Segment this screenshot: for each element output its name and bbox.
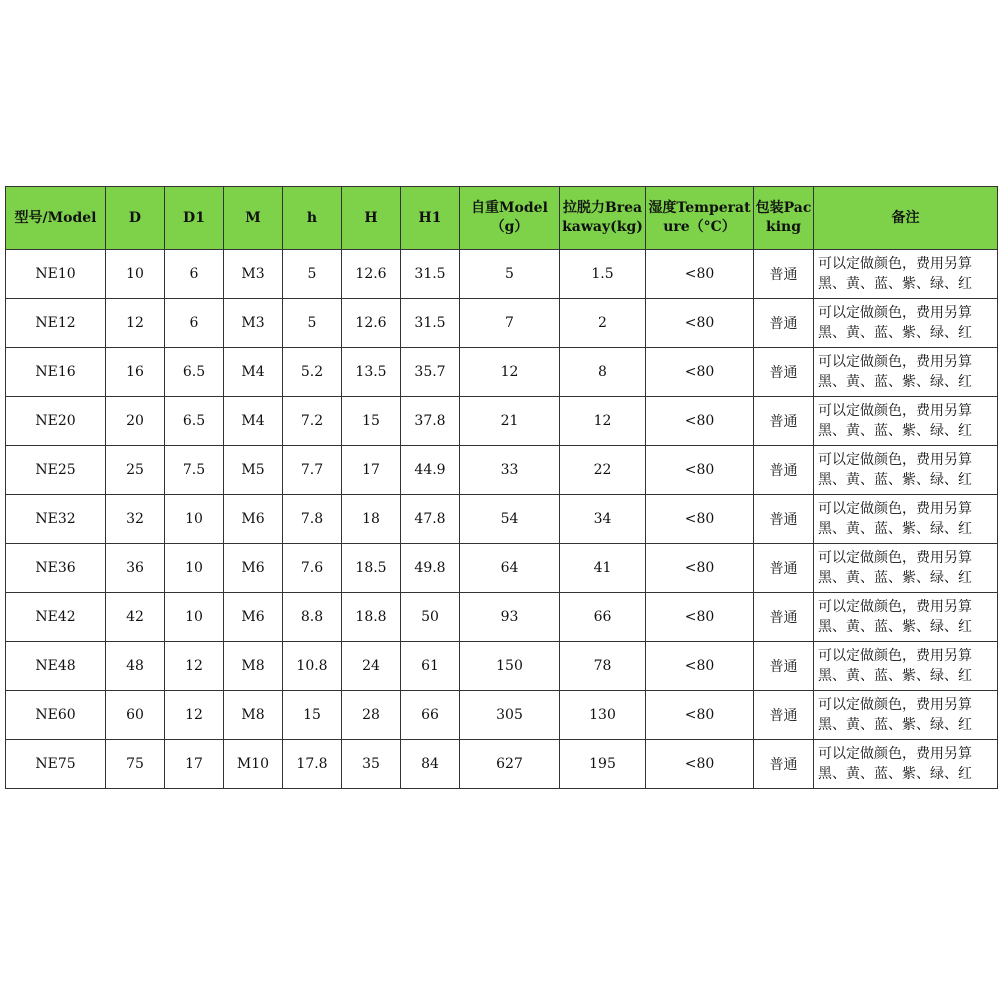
cell-d1: 17 — [165, 740, 224, 789]
cell-h1: 66 — [401, 691, 460, 740]
cell-packing: 普通 — [754, 691, 814, 740]
cell-h: 13.5 — [342, 348, 401, 397]
cell-remark — [814, 348, 998, 397]
cell-temperature: <80 — [646, 593, 754, 642]
cell-d: 25 — [106, 446, 165, 495]
cell-h: 18.5 — [342, 544, 401, 593]
cell-m: M10 — [224, 740, 283, 789]
cell-d1: 6.5 — [165, 348, 224, 397]
remark-line-custom-color: 可以定做颜色，费用另算 — [818, 501, 972, 517]
cell-breakaway: 41 — [560, 544, 646, 593]
cell-packing: 普通 — [754, 593, 814, 642]
cell-h: 18 — [342, 495, 401, 544]
header-row — [6, 187, 998, 250]
table-row — [6, 495, 998, 544]
cell-d: 10 — [106, 250, 165, 299]
cell-h-small: 8.8 — [283, 593, 342, 642]
table-row — [6, 250, 998, 299]
remark-line-custom-color: 可以定做颜色，费用另算 — [818, 403, 972, 419]
cell-model: NE75 — [6, 740, 106, 789]
cell-breakaway: 22 — [560, 446, 646, 495]
cell-d1: 6 — [165, 250, 224, 299]
remark-line-custom-color: 可以定做颜色，费用另算 — [818, 354, 972, 370]
cell-remark — [814, 740, 998, 789]
cell-h-small: 5.2 — [283, 348, 342, 397]
cell-temperature: <80 — [646, 397, 754, 446]
cell-model: NE25 — [6, 446, 106, 495]
cell-d1: 7.5 — [165, 446, 224, 495]
cell-temperature: <80 — [646, 299, 754, 348]
table-header — [6, 187, 998, 250]
cell-h1: 50 — [401, 593, 460, 642]
table-row — [6, 446, 998, 495]
cell-h: 12.6 — [342, 250, 401, 299]
header-m: M — [224, 187, 283, 250]
cell-packing: 普通 — [754, 397, 814, 446]
cell-d: 20 — [106, 397, 165, 446]
cell-h1: 49.8 — [401, 544, 460, 593]
cell-breakaway: 8 — [560, 348, 646, 397]
cell-h1: 31.5 — [401, 250, 460, 299]
remark-line-custom-color: 可以定做颜色，费用另算 — [818, 256, 972, 272]
remark-line-color-options: 黑、黄、蓝、紫、绿、红 — [818, 668, 972, 684]
header-remark: 备注 — [814, 187, 998, 250]
cell-d1: 6.5 — [165, 397, 224, 446]
cell-m: M4 — [224, 348, 283, 397]
remark-line-color-options: 黑、黄、蓝、紫、绿、红 — [818, 521, 972, 537]
cell-h-small: 5 — [283, 299, 342, 348]
cell-packing: 普通 — [754, 348, 814, 397]
table-row — [6, 397, 998, 446]
cell-weight: 93 — [460, 593, 560, 642]
cell-remark — [814, 495, 998, 544]
cell-d1: 12 — [165, 691, 224, 740]
cell-h-small: 7.6 — [283, 544, 342, 593]
cell-weight: 150 — [460, 642, 560, 691]
cell-model: NE32 — [6, 495, 106, 544]
cell-model: NE60 — [6, 691, 106, 740]
cell-model: NE48 — [6, 642, 106, 691]
cell-h-small: 7.7 — [283, 446, 342, 495]
cell-d1: 10 — [165, 544, 224, 593]
cell-model: NE10 — [6, 250, 106, 299]
cell-weight: 21 — [460, 397, 560, 446]
header-weight: 自重Model（g） — [460, 187, 560, 250]
cell-remark — [814, 642, 998, 691]
cell-packing: 普通 — [754, 446, 814, 495]
cell-remark — [814, 544, 998, 593]
cell-breakaway: 2 — [560, 299, 646, 348]
cell-h: 15 — [342, 397, 401, 446]
remark-line-custom-color: 可以定做颜色，费用另算 — [818, 550, 972, 566]
cell-model: NE12 — [6, 299, 106, 348]
cell-breakaway: 195 — [560, 740, 646, 789]
cell-temperature: <80 — [646, 446, 754, 495]
cell-temperature: <80 — [646, 250, 754, 299]
cell-m: M6 — [224, 495, 283, 544]
cell-weight: 33 — [460, 446, 560, 495]
cell-weight: 5 — [460, 250, 560, 299]
cell-d: 75 — [106, 740, 165, 789]
cell-m: M6 — [224, 593, 283, 642]
table-row — [6, 299, 998, 348]
cell-packing: 普通 — [754, 642, 814, 691]
cell-remark — [814, 593, 998, 642]
cell-remark — [814, 691, 998, 740]
header-packing: 包装Packing — [754, 187, 814, 250]
cell-d1: 12 — [165, 642, 224, 691]
cell-m: M6 — [224, 544, 283, 593]
cell-h1: 61 — [401, 642, 460, 691]
header-temperature: 湿度Temperature（°C） — [646, 187, 754, 250]
header-d: D — [106, 187, 165, 250]
cell-d1: 6 — [165, 299, 224, 348]
cell-breakaway: 12 — [560, 397, 646, 446]
cell-m: M8 — [224, 691, 283, 740]
header-breakaway: 拉脱力Breakaway(kg) — [560, 187, 646, 250]
cell-h1: 47.8 — [401, 495, 460, 544]
cell-h-small: 17.8 — [283, 740, 342, 789]
remark-line-color-options: 黑、黄、蓝、紫、绿、红 — [818, 374, 972, 390]
remark-line-custom-color: 可以定做颜色，费用另算 — [818, 697, 972, 713]
table-row — [6, 642, 998, 691]
cell-h1: 37.8 — [401, 397, 460, 446]
cell-temperature: <80 — [646, 740, 754, 789]
cell-model: NE42 — [6, 593, 106, 642]
cell-weight: 64 — [460, 544, 560, 593]
cell-remark — [814, 446, 998, 495]
cell-h-small: 7.8 — [283, 495, 342, 544]
cell-h1: 35.7 — [401, 348, 460, 397]
table-row — [6, 348, 998, 397]
remark-line-custom-color: 可以定做颜色，费用另算 — [818, 599, 972, 615]
remark-line-color-options: 黑、黄、蓝、紫、绿、红 — [818, 766, 972, 782]
cell-h: 12.6 — [342, 299, 401, 348]
cell-packing: 普通 — [754, 299, 814, 348]
remark-line-color-options: 黑、黄、蓝、紫、绿、红 — [818, 619, 972, 635]
cell-h-small: 15 — [283, 691, 342, 740]
cell-temperature: <80 — [646, 544, 754, 593]
header-h1: H1 — [401, 187, 460, 250]
table-row — [6, 740, 998, 789]
header-h: H — [342, 187, 401, 250]
cell-model: NE36 — [6, 544, 106, 593]
remark-line-custom-color: 可以定做颜色，费用另算 — [818, 452, 972, 468]
table-row — [6, 691, 998, 740]
cell-weight: 54 — [460, 495, 560, 544]
cell-remark — [814, 299, 998, 348]
cell-breakaway: 78 — [560, 642, 646, 691]
cell-d: 60 — [106, 691, 165, 740]
cell-h1: 44.9 — [401, 446, 460, 495]
remark-line-color-options: 黑、黄、蓝、紫、绿、红 — [818, 570, 972, 586]
cell-m: M5 — [224, 446, 283, 495]
cell-h-small: 10.8 — [283, 642, 342, 691]
remark-line-color-options: 黑、黄、蓝、紫、绿、红 — [818, 276, 972, 292]
cell-remark — [814, 397, 998, 446]
cell-packing: 普通 — [754, 544, 814, 593]
cell-m: M4 — [224, 397, 283, 446]
cell-temperature: <80 — [646, 642, 754, 691]
cell-m: M3 — [224, 250, 283, 299]
cell-d: 42 — [106, 593, 165, 642]
cell-h-small: 5 — [283, 250, 342, 299]
header-d1: D1 — [165, 187, 224, 250]
cell-h1: 31.5 — [401, 299, 460, 348]
cell-h: 18.8 — [342, 593, 401, 642]
cell-d: 32 — [106, 495, 165, 544]
table-row — [6, 593, 998, 642]
cell-weight: 7 — [460, 299, 560, 348]
cell-h: 24 — [342, 642, 401, 691]
cell-d: 36 — [106, 544, 165, 593]
table-row — [6, 544, 998, 593]
cell-h1: 84 — [401, 740, 460, 789]
cell-m: M8 — [224, 642, 283, 691]
cell-breakaway: 1.5 — [560, 250, 646, 299]
cell-d1: 10 — [165, 593, 224, 642]
remark-line-custom-color: 可以定做颜色，费用另算 — [818, 746, 972, 762]
cell-temperature: <80 — [646, 691, 754, 740]
header-model: 型号/Model — [6, 187, 106, 250]
cell-remark — [814, 250, 998, 299]
cell-d1: 10 — [165, 495, 224, 544]
table-body — [6, 250, 998, 789]
remark-line-custom-color: 可以定做颜色，费用另算 — [818, 648, 972, 664]
remark-line-color-options: 黑、黄、蓝、紫、绿、红 — [818, 717, 972, 733]
cell-h-small: 7.2 — [283, 397, 342, 446]
cell-m: M3 — [224, 299, 283, 348]
cell-breakaway: 130 — [560, 691, 646, 740]
cell-weight: 627 — [460, 740, 560, 789]
cell-temperature: <80 — [646, 348, 754, 397]
cell-breakaway: 66 — [560, 593, 646, 642]
cell-packing: 普通 — [754, 495, 814, 544]
cell-h: 28 — [342, 691, 401, 740]
cell-weight: 305 — [460, 691, 560, 740]
remark-line-color-options: 黑、黄、蓝、紫、绿、红 — [818, 472, 972, 488]
cell-breakaway: 34 — [560, 495, 646, 544]
cell-h: 17 — [342, 446, 401, 495]
cell-d: 12 — [106, 299, 165, 348]
header-h-small: h — [283, 187, 342, 250]
remark-line-color-options: 黑、黄、蓝、紫、绿、红 — [818, 325, 972, 341]
cell-temperature: <80 — [646, 495, 754, 544]
spec-table — [5, 186, 998, 789]
remark-line-color-options: 黑、黄、蓝、紫、绿、红 — [818, 423, 972, 439]
cell-weight: 12 — [460, 348, 560, 397]
cell-h: 35 — [342, 740, 401, 789]
cell-packing: 普通 — [754, 250, 814, 299]
remark-line-custom-color: 可以定做颜色，费用另算 — [818, 305, 972, 321]
cell-d: 16 — [106, 348, 165, 397]
cell-packing: 普通 — [754, 740, 814, 789]
cell-d: 48 — [106, 642, 165, 691]
cell-model: NE20 — [6, 397, 106, 446]
cell-model: NE16 — [6, 348, 106, 397]
